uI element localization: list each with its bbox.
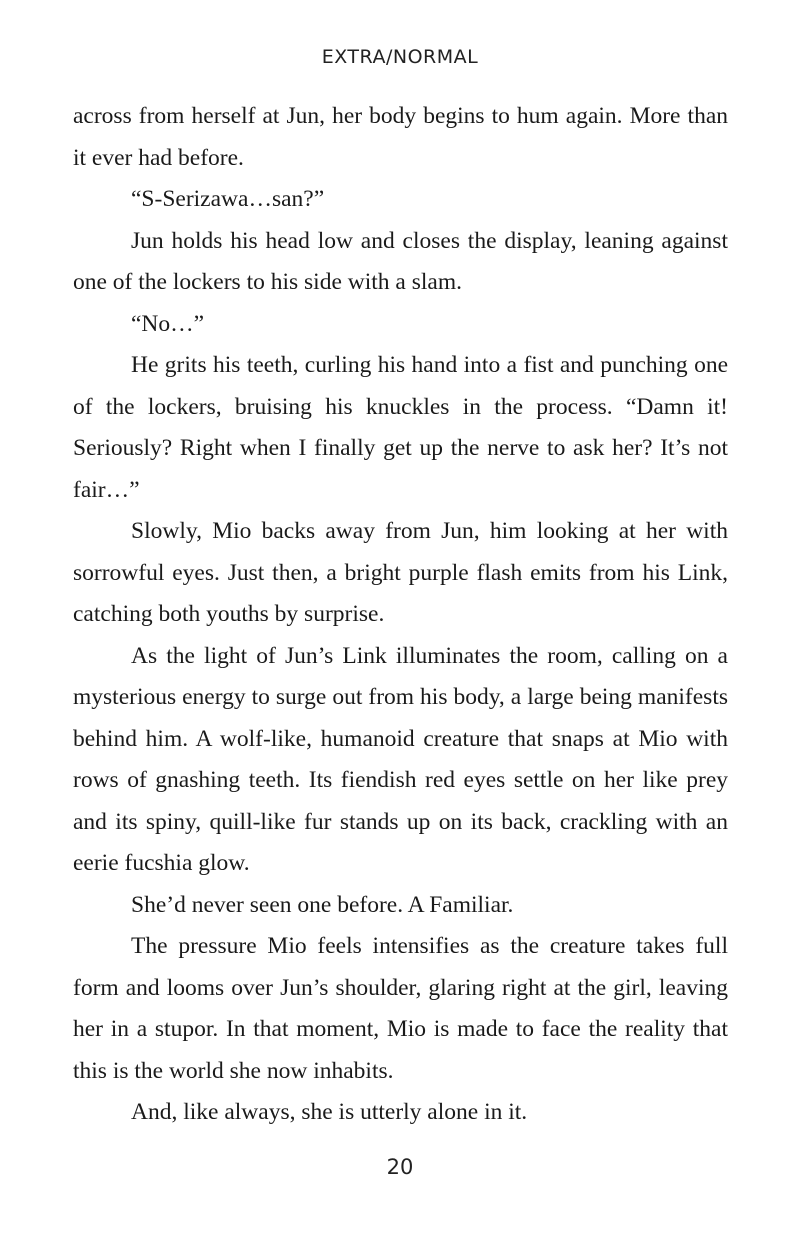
paragraph: The pressure Mio feels intensifies as the creature takes full form and looms over Jun’s shoulder, glaring right at the girl, leaving her in a stupor. In that moment, Mio is made to face the reality that this is the world she now inhabits. (73, 933, 728, 1084)
paragraph: “No…” (131, 310, 205, 337)
paragraph: Jun holds his head low and closes the display, leaning against one of the lockers to his side with a slam. (73, 227, 728, 295)
paragraph-continued: across from herself at Jun, her body begins to hum again. More than it ever had before. (73, 103, 728, 171)
paragraph: And, like always, she is utterly alone in it. (131, 1099, 528, 1125)
running-header-title: EXTRA/NORMAL (321, 46, 479, 68)
body-text (73, 96, 728, 1134)
paragraph: As the light of Jun’s Link illuminates the room, calling on a mysterious energy to surge out from his body, a large being manifests behind him. A wolf-like, humanoid creature that snaps at Mio with rows of gnashing teeth. Its fiendish red eyes settle on her like prey and its spiny, quill-like fur stands up on its back, crackling with an eerie fucshia glow. (73, 642, 728, 876)
paragraph: “S-Serizawa…san?” (131, 186, 325, 212)
paragraph: She’d never seen one before. A Familiar. (131, 891, 514, 918)
page-number: 20 (386, 1155, 414, 1179)
paragraph: Slowly, Mio backs away from Jun, him looking at her with sorrowful eyes. Just then, a bright purple flash emits from his Link, catching both youths by surprise. (73, 518, 728, 627)
paragraph: He grits his teeth, curling his hand into a fist and punching one of the lockers, bruising his knuckles in the process. “Damn it! Seriously? Right when I finally get up the nerve to ask her? It’s not fair…” (73, 352, 728, 503)
